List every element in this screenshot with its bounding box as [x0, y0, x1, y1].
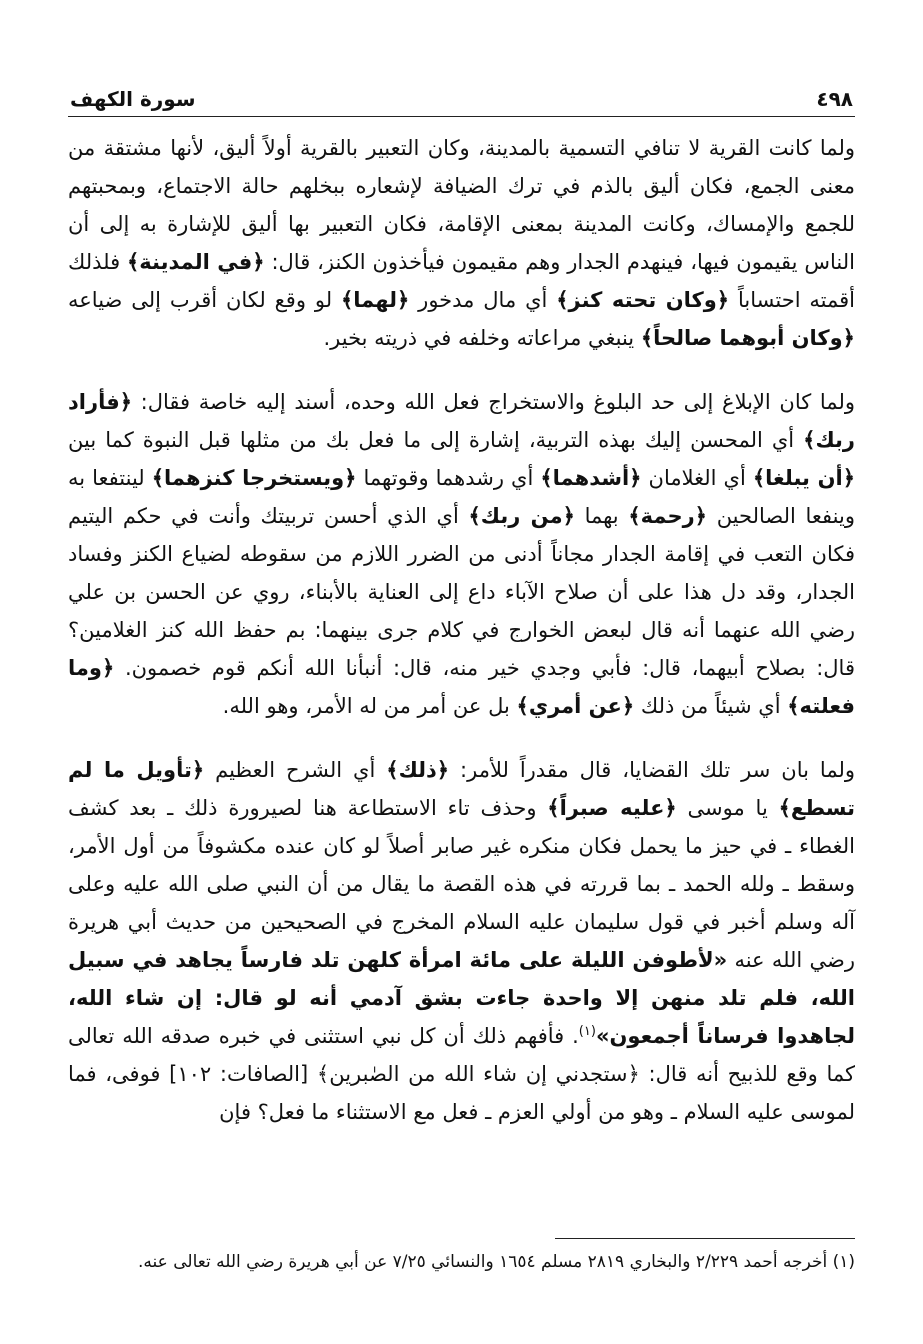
text-run: ولما كان الإبلاغ إلى حد البلوغ والاستخراج فعل الله وحده، أسند إليه خاصة فقال:: [132, 390, 855, 414]
quoted-phrase: ﴿وكان تحته كنز﴾: [556, 288, 730, 312]
paragraph-1: [68, 129, 855, 357]
text-run: ولما بان سر تلك القضايا، قال مقدراً للأمر:: [449, 758, 855, 782]
text-run: أي شيئاً من ذلك: [634, 694, 788, 718]
quoted-phrase: ﴿أشدهما﴾: [540, 466, 642, 490]
quoted-phrase: ﴿لهما﴾: [340, 288, 410, 312]
quoted-phrase: ﴿من ربك﴾: [468, 504, 575, 528]
text-run: يا موسى: [676, 796, 779, 820]
text-run: [الصافات: ١٠٢] فوفى، فما لموسى عليه السلام ـ وهو من أولي العزم ـ فعل مع الاستثناء ما فعل؟ فإن: [68, 1062, 855, 1124]
quoted-phrase: ﴿تأويل ما لم تسطع﴾: [68, 758, 855, 820]
text-run: أي الشرح العظيم: [204, 758, 387, 782]
quoted-phrase: ﴿ذلك﴾: [386, 758, 450, 782]
quoted-phrase: ﴿عن أمري﴾: [516, 694, 635, 718]
running-header: [68, 84, 855, 117]
quoted-phrase: ﴿فأراد ربك﴾: [68, 390, 855, 452]
text-run: أي المحسن إليك بهذه التربية، إشارة إلى ما فعل بك من مثلها قبل النبوة كما بين: [68, 428, 804, 452]
text-run: أي الذي أحسن تربيتك وأنت في حكم اليتيم فكان التعب في إقامة الجدار مجاناً أدنى من الضرر اللازم من سقوطه لضياع الكنز وفساد الجدار، وقد دل هذا على أن صلاح الآباء داع إلى العناية بالأبناء، روي عن الحسن بن علي رضي الله عنهما أنه قال لبعض الخوارج في كلام جرى بينهما: بم حفظ الله كنز الغلامين؟ قال: بصلاح أبيهما، قال: فأبي وجدي خير منه، قال: أنبأنا الله أنكم قوم خصمون.: [68, 504, 855, 680]
quoted-phrase: ﴿أن يبلغا﴾: [752, 466, 855, 490]
text-run: لينتفعا به وينفعا الصالحين: [68, 466, 855, 528]
text-run: . فأفهم ذلك أن كل نبي استثنى في خبره صدقه الله تعالى كما وقع للذبيح أنه قال:: [68, 1024, 855, 1086]
quoted-phrase: ﴿وكان أبوهما صالحاً﴾: [640, 326, 855, 350]
paragraph-2: [68, 383, 855, 725]
text-run: أي رشدهما وقوتهما: [356, 466, 541, 490]
quoted-phrase: ﴿وما فعلته﴾: [68, 656, 855, 718]
footnote-divider: [555, 1238, 855, 1239]
text-run: ﴿ستجدني إن شاء الله من الصٰبرين﴾: [316, 1062, 640, 1086]
text-run: لو وقع لكان أقرب إلى ضياعه: [68, 288, 341, 312]
text-run: أي مال مدخور: [409, 288, 557, 312]
quoted-phrase: ﴿عليه صبراً﴾: [547, 796, 677, 820]
text-run: أي الغلامان: [641, 466, 753, 490]
text-run: بل عن أمر من له الأمر، وهو الله.: [222, 694, 517, 718]
text-run: وحذف تاء الاستطاعة هنا لصيرورة ذلك ـ بعد كشف الغطاء ـ في حيز ما يحمل فكان منكره غير صابر أصلاً لو كان عنده مكشوفاً من أول الأمر، وسقط ـ ولله الحمد ـ بما قررته في هذه القصة ما يقال من أن النبي صلى الله عليه وعلى آله وسلم أخبر في قول سليمان عليه السلام المخرج في الصحيحين من حديث أبي هريرة رضي الله عنه: [68, 796, 855, 972]
quoted-phrase: ﴿ويستخرجا كنزهما﴾: [151, 466, 357, 490]
quoted-phrase: ﴿في المدينة﴾: [126, 250, 265, 274]
footnote-reference: (١): [578, 1024, 596, 1039]
quoted-phrase: «لأطوفن الليلة على مائة امرأة كلهن تلد فارساً يجاهد في سبيل الله، فلم تلد منهن إلا واحدة جاءت بشق آدمي أنه لو قال: إن شاء الله، لجاهدوا فرساناً أجمعون»: [68, 948, 855, 1048]
quoted-phrase: ﴿رحمة﴾: [628, 504, 707, 528]
text-run: ينبغي مراعاته وخلفه في ذريته بخير.: [323, 326, 641, 350]
text-run: فلذلك أقمته احتساباً: [68, 250, 856, 312]
body-text: [68, 129, 855, 1131]
book-page: [68, 84, 855, 1334]
surah-title: سورة الكهف: [70, 87, 196, 111]
page-number: ٤٩٨: [816, 87, 853, 111]
text-run: بهما: [574, 504, 629, 528]
paragraph-3: [68, 751, 855, 1131]
footnote: (١) أخرجه أحمد ٢/٢٢٩ والبخاري ٢٨١٩ مسلم ١٦٥٤ والنسائي ٧/٢٥ عن أبي هريرة رضي الله تعالى عنه.: [138, 1252, 855, 1272]
text-run: ولما كانت القرية لا تنافي التسمية بالمدينة، وكان التعبير بالقرية أولاً أليق، لأنها مشتقة من معنى الجمع، فكان أليق بالذم في ترك الضيافة لإشعاره ببخلهم حالة الاجتماع، وبمحبتهم للجمع والإمساك، وكانت المدينة بمعنى الإقامة، فكان التعبير بها أليق للإشارة به إلى أن الناس يقيمون فيها، فينهدم الجدار وهم مقيمون فيأخذون الكنز، قال:: [68, 136, 855, 274]
